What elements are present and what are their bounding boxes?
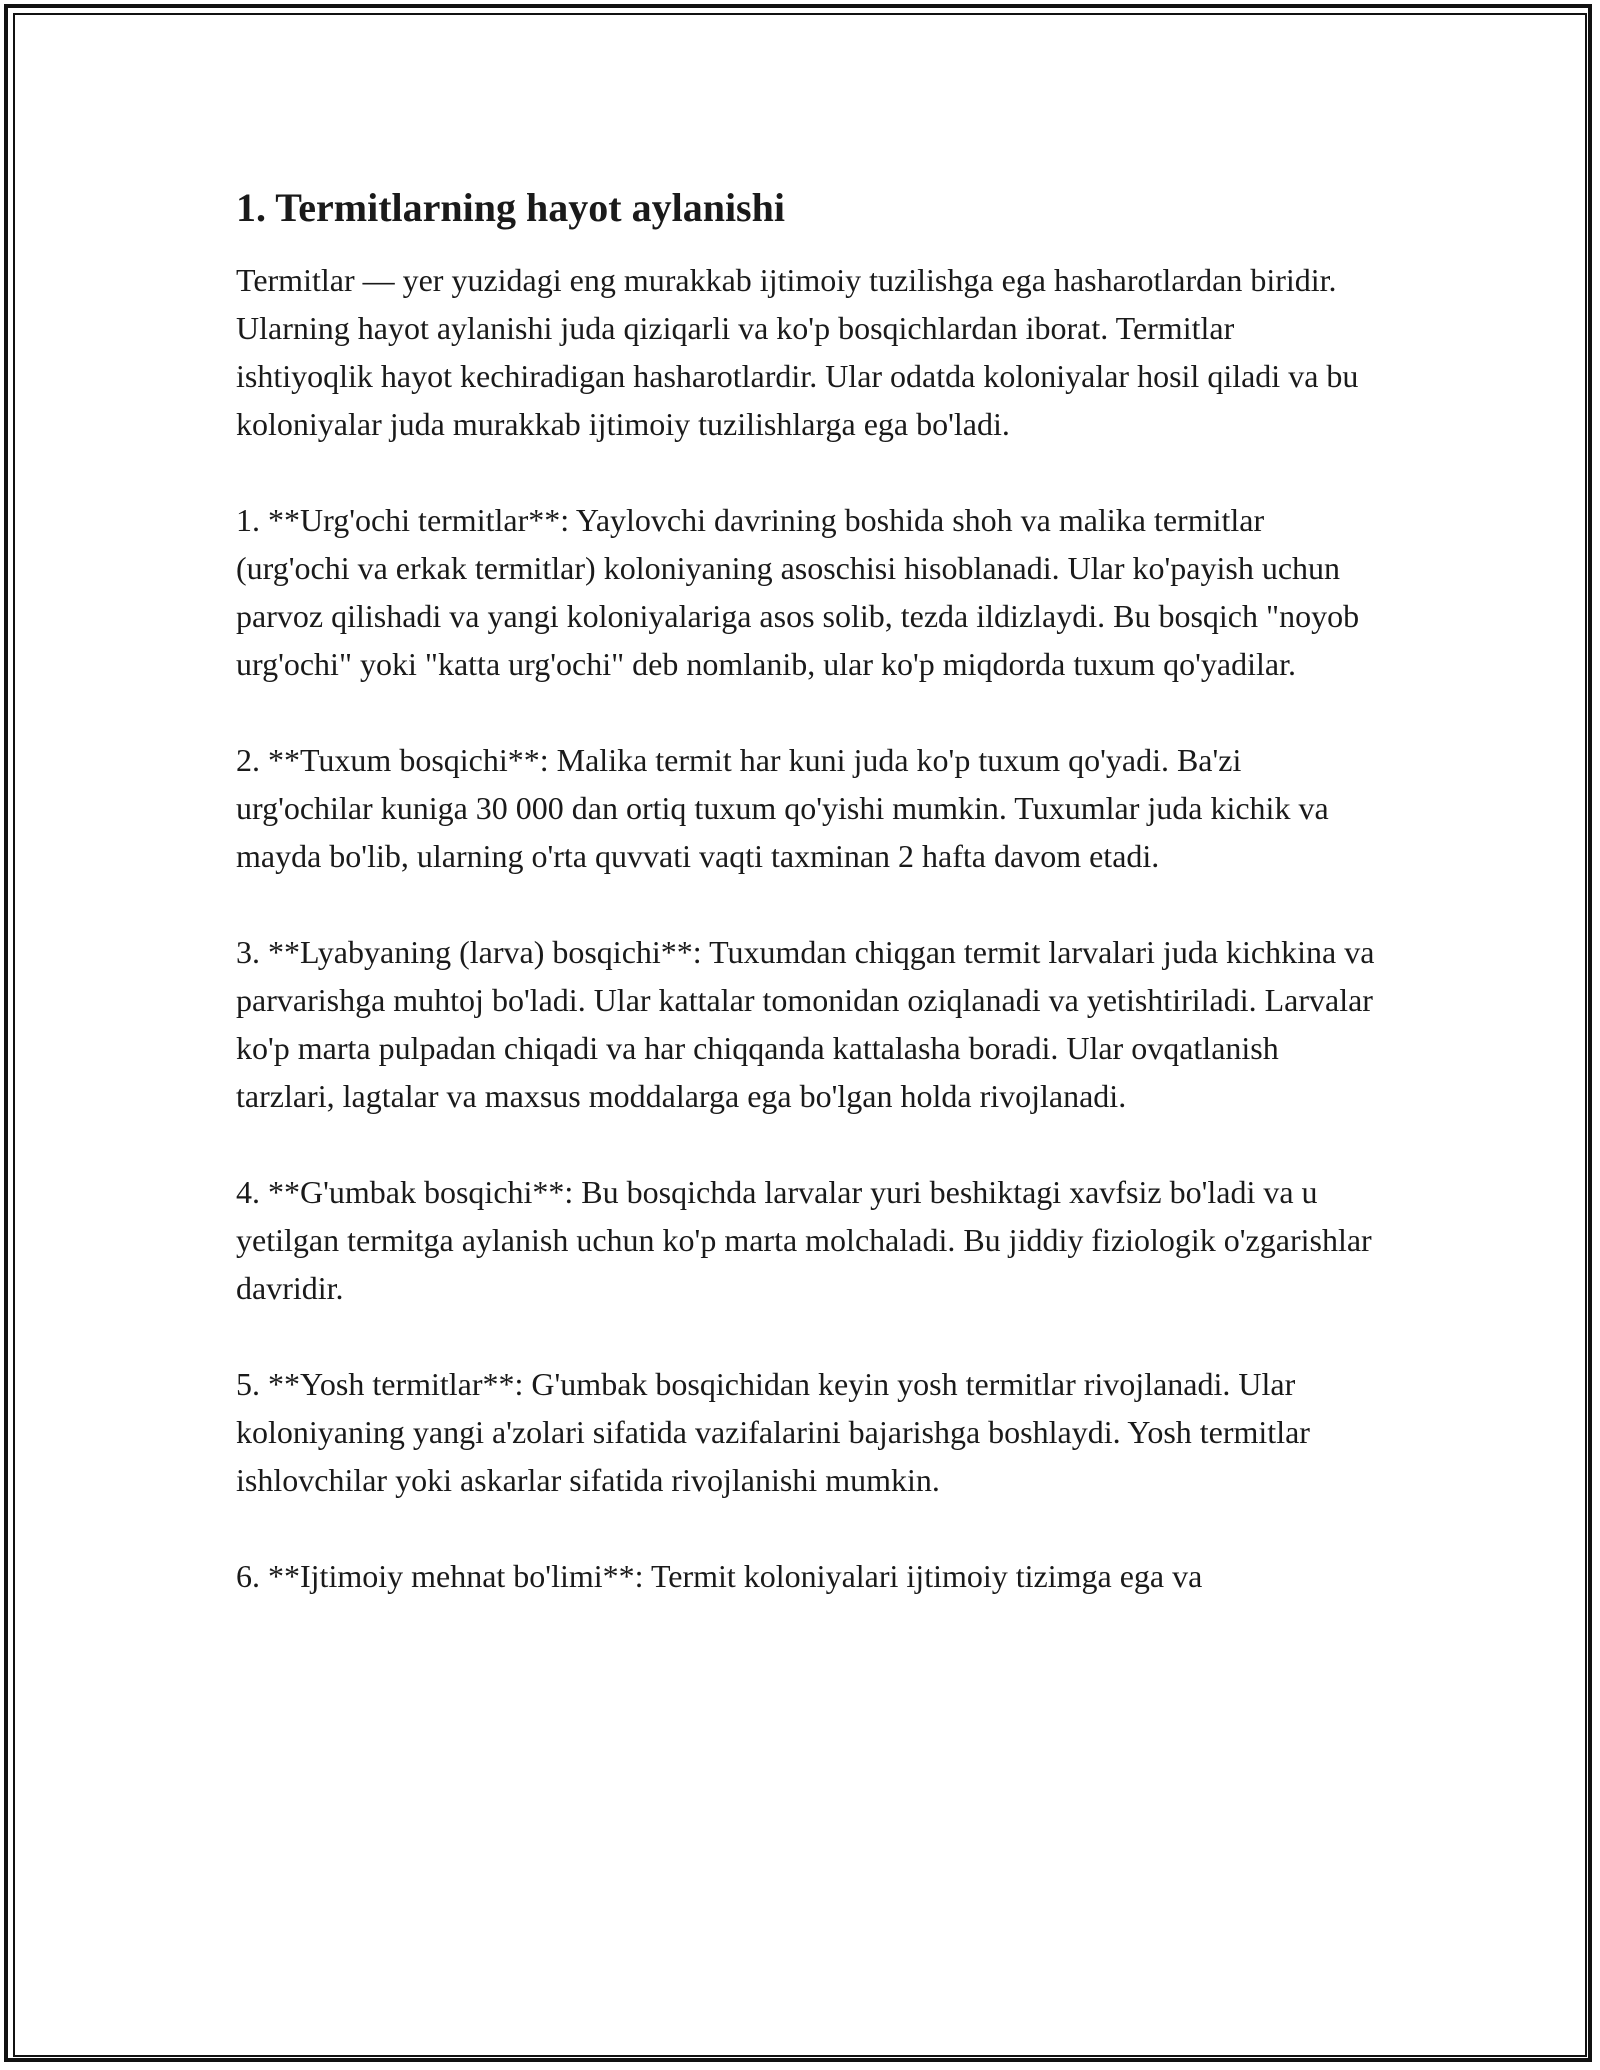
paragraph-larva-bosqichi: 3. **Lyabyaning (larva) bosqichi**: Tuxumdan chiqgan termit larvalari juda kichkina va parvarishga muhtoj bo'ladi. Ular kattalar tomonidan oziqlanadi va yetishtiriladi. Larvalar ko'p marta pulpadan chiqadi va har chiqqanda kattalasha boradi. Ular ovqatlanish tarzlari, lagtalar va maxsus moddalarga ega bo'lgan holda rivojlanadi. xyxy=(236,934,1375,1114)
intro-paragraph: Termitlar — yer yuzidagi eng murakkab ijtimoiy tuzilishga ega hasharotlardan biridir. Ularning hayot aylanishi juda qiziqarli va ko'p bosqichlardan iborat. Termitlar ishtiyoqlik hayot kechiradigan hasharotlardir. Ular odatda koloniyalar hosil qiladi va bu koloniyalar juda murakkab ijtimoiy tuzilishlarga ega bo'ladi. xyxy=(236,262,1359,442)
document-title: 1. Termitlarning hayot aylanishi xyxy=(236,185,785,230)
paragraph-gumbak-bosqichi: 4. **G'umbak bosqichi**: Bu bosqichda larvalar yuri beshiktagi xavfsiz bo'ladi va u yetilgan termitga aylanish uchun ko'p marta molchaladi. Bu jiddiy fiziologik o'zgarishlar davridir. xyxy=(236,1174,1372,1306)
paragraph-tuxum-bosqichi: 2. **Tuxum bosqichi**: Malika termit har kuni juda ko'p tuxum qo'yadi. Ba'zi urg'ochilar kuniga 30 000 dan ortiq tuxum qo'yishi mumkin. Tuxumlar juda kichik va mayda bo'lib, ularning o'rta quvvati vaqti taxminan 2 hafta davom etadi. xyxy=(236,742,1329,874)
document-body xyxy=(236,182,1376,1648)
paragraph-urgochi-termitlar: 1. **Urg'ochi termitlar**: Yaylovchi davrining boshida shoh va malika termitlar (urg'ochi va erkak termitlar) koloniyaning asoschisi hisoblanadi. Ular ko'payish uchun parvoz qilishadi va yangi koloniyalariga asos solib, tezda ildizlaydi. Bu bosqich "noyob urg'ochi" yoki "katta urg'ochi" deb nomlanib, ular ko'p miqdorda tuxum qo'yadilar. xyxy=(236,502,1360,682)
paragraph-ijtimoiy-mehnat: 6. **Ijtimoiy mehnat bo'limi**: Termit koloniyalari ijtimoiy tizimga ega va xyxy=(236,1558,1203,1594)
paragraph-yosh-termitlar: 5. **Yosh termitlar**: G'umbak bosqichidan keyin yosh termitlar rivojlanadi. Ular koloniyaning yangi a'zolari sifatida vazifalarini bajarishga boshlaydi. Yosh termitlar ishlovchilar yoki askarlar sifatida rivojlanishi mumkin. xyxy=(236,1366,1310,1498)
